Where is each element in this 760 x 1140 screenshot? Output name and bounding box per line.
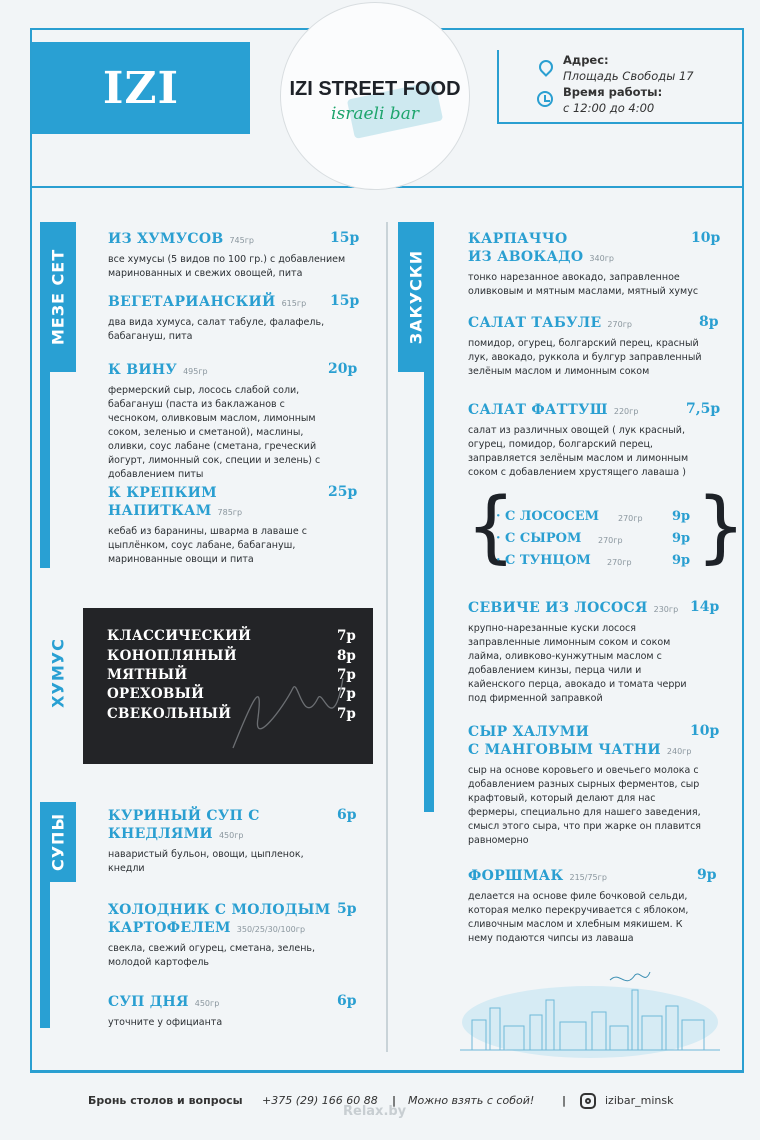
item-weight: 615гр [281,299,307,308]
option-price: 9р [672,509,691,524]
instagram-icon [580,1093,596,1109]
item-name: К ВИНУ [108,362,178,378]
address-block [563,52,694,116]
item-price: 6р [337,993,357,1009]
item-weight: 220гр [613,407,639,416]
section-title-soups: СУПЫ [48,812,68,872]
column-divider [386,222,388,1052]
item-description: все хумусы (5 видов по 100 гр.) с добавлением маринованных и свежих овощей, пита [108,254,346,279]
item-name: САЛАТ ФАТТУШ [468,402,608,418]
item-price: 9р [697,867,717,883]
separator: | [392,1094,397,1107]
booking-label: Бронь столов и вопросы [88,1094,243,1107]
section-title-hummus: ХУМУС [48,638,68,708]
option-price: 9р [672,531,691,546]
instagram-handle[interactable]: izibar_minsk [605,1094,674,1107]
item-price: 7,5р [686,401,721,417]
logo: IZI [32,42,250,134]
hummus-price: 7р [337,706,356,722]
item-weight: 450гр [218,831,244,840]
item-description: фермерский сыр, лосось слабой соли, бабагануш (паста из баклажанов с чесноком, оливковым маслом, лимонным соком, зеленью и сметаной), маслины, оливки, соус лабане (сметана, греческий йогурт, лимонный сок, специи и зелень) с добавлением питы [108,385,321,480]
option-weight: 270гр [598,536,623,545]
item-weight: 270гр [607,320,632,329]
menu-item [468,314,708,379]
signature-scribble [223,658,373,758]
menu-item [108,230,358,281]
item-name: ВЕГЕТАРИАНСКИЙ [108,294,276,310]
item-name: ФОРШМАК [468,868,564,884]
item-price: 10р [691,230,721,246]
section-title-meze: МЕЗЕ СЕТ [48,248,68,346]
option-weight: 270гр [618,514,643,523]
item-weight: 240гр [666,747,692,756]
item-name-line2: КНЕДЛЯМИ [108,826,213,842]
item-weight: 450гр [194,999,220,1008]
item-weight: 340гр [589,254,614,263]
item-description: крупно-нарезанные куски лосося заправленные лимонным соком и соком лайма, оливково-кунжутным маслом с добавлением кинзы, перца чили и кайенского перца, авокадо и томата черри под фирменной заправкой [468,623,687,704]
item-name-line2: ИЗ АВОКАДО [468,249,584,265]
item-price: 15р [330,293,360,309]
phone-number[interactable]: +375 (29) 166 60 88 [262,1094,378,1107]
item-description: сыр на основе коровьего и овечьего молока с добавлением разных сырных ферментов, сыр крафтовый, который делают для нас фермеры, специально для нашего заведения, смысл этого сыра, что при жарке он плавится равномерно [468,765,702,846]
sticker-title: IZI STREET FOOD [289,78,461,100]
menu-item [108,993,328,1030]
item-weight: 230гр [653,605,679,614]
left-brace: { [466,482,516,572]
item-price: 5р [337,901,357,917]
item-weight: 215/75гр [569,873,607,882]
item-name: СЕВИЧЕ ИЗ ЛОСОСЯ [468,600,648,616]
takeaway-text: Можно взять с собой! [408,1094,535,1107]
separator: | [562,1094,567,1107]
sticker-subtitle: israeli bar [331,104,419,124]
item-price: 14р [690,599,720,615]
hours-value: с 12:00 до 4:00 [563,101,655,115]
menu-item [108,901,348,970]
item-description: делается на основе филе бочковой сельди, которая мелко перекручивается с яблоком, сливочным маслом и хлебным мякишем. К нему подаются чипсы из лаваша [468,891,689,944]
section-tab-hummus [40,608,76,738]
hummus-name: ОРЕХОВЫЙ [107,686,205,702]
item-price: 25р [328,484,358,500]
item-description: помидор, огурец, болгарский перец, красный лук, авокадо, руккола и булгур заправленный зелёным маслом и лимонным соком [468,338,702,377]
item-weight: 495гр [183,367,208,376]
option-price: 9р [672,553,691,568]
header-vertical-divider [497,50,499,122]
section-tab-meze [40,222,76,372]
item-name-line2: С МАНГОВЫМ ЧАТНИ [468,742,661,758]
section-bar-snacks [424,372,434,812]
item-weight: 350/25/30/100гр [236,925,306,934]
menu-item [108,293,328,344]
clock-icon [537,91,553,107]
city-skyline-illustration [460,960,720,1060]
item-name-line2: НАПИТКАМ [108,503,212,519]
option-weight: 270гр [607,558,632,567]
hummus-price: 7р [337,628,356,644]
item-weight: 785гр [217,508,243,517]
item-name: К КРЕПКИМ [108,485,217,501]
option-name: · С ТУНЦОМ [496,553,591,568]
item-price: 15р [330,230,360,246]
hours-label: Время работы: [563,85,663,99]
item-description: уточните у официанта [108,1017,223,1028]
item-price: 20р [328,361,358,377]
menu-item [468,401,708,480]
address-label: Адрес: [563,53,609,67]
footer-divider [32,1070,744,1072]
booking-text [88,1094,243,1107]
hummus-price: 7р [337,686,356,702]
section-tab-soups [40,802,76,882]
item-name: СЫР ХАЛУМИ [468,724,590,740]
hummus-price: 8р [337,648,356,664]
header-info-underline [497,122,744,124]
hummus-price: 7р [337,667,356,683]
item-description: свекла, свежий огурец, сметана, зелень, молодой картофель [108,943,316,968]
item-name: КАРПАЧЧО [468,231,568,247]
item-name: САЛАТ ТАБУЛЕ [468,315,602,331]
watermark: Relax.by [343,1104,407,1119]
menu-item [468,723,708,848]
section-bar-meze [40,372,50,568]
hummus-box [83,608,373,764]
section-bar-soups [40,882,50,1028]
right-brace: } [696,482,746,572]
item-price: 10р [690,723,720,739]
section-tab-snacks [398,222,434,372]
menu-item [108,807,328,876]
item-name: КУРИНЫЙ СУП С [108,808,260,824]
menu-item [468,230,708,299]
menu-item [108,361,328,482]
menu-item [468,867,708,946]
item-description: кебаб из баранины, шварма в лаваше с цыплёнком, соус лабане, бабагануш, маринованные овощи и пита [108,526,307,565]
menu-item [468,599,698,706]
item-description: салат из различных овощей ( лук красный, огурец, помидор, болгарский перец, заправляется зелёным маслом и лимонным соком с добавлением хрустящего лаваша ) [468,425,689,478]
item-name: СУП ДНЯ [108,994,189,1010]
item-price: 8р [699,314,719,330]
item-name-line2: КАРТОФЕЛЕМ [108,920,231,936]
hummus-name: МЯТНЫЙ [107,667,188,683]
option-name: · С СЫРОМ [496,531,582,546]
item-price: 6р [337,807,357,823]
item-description: два вида хумуса, салат табуле, фалафель, бабагануш, пита [108,317,325,342]
hummus-name: КОНОПЛЯНЫЙ [107,648,237,664]
item-description: наваристый бульон, овощи, цыпленок, кнедли [108,849,304,874]
brand-sticker [280,2,470,190]
address-value: Площадь Свободы 17 [563,69,694,83]
hummus-name: КЛАССИЧЕСКИЙ [107,628,252,644]
item-description: тонко нарезанное авокадо, заправленное оливковым и мятным маслами, мятный хумус [468,272,699,297]
item-weight: 745гр [229,236,255,245]
option-name: · С ЛОСОСЕМ [496,509,600,524]
hummus-name: СВЕКОЛЬНЫЙ [107,706,232,722]
section-title-snacks: ЗАКУСКИ [406,249,426,345]
menu-item [108,484,328,567]
item-name: ХОЛОДНИК С МОЛОДЫМ [108,902,331,918]
item-name: ИЗ ХУМУСОВ [108,231,224,247]
